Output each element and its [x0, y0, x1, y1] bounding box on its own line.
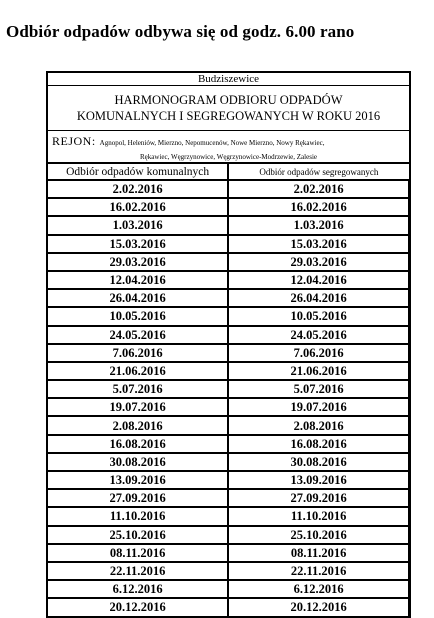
- municipal-pickup-date: 10.05.2016: [48, 307, 228, 325]
- municipal-pickup-date: 30.08.2016: [48, 453, 228, 471]
- segregated-pickup-date: 15.03.2016: [228, 235, 408, 253]
- table-row: [48, 453, 409, 471]
- table-row: [48, 235, 409, 253]
- segregated-pickup-date: 08.11.2016: [228, 544, 408, 562]
- municipal-pickup-date: 7.06.2016: [48, 344, 228, 362]
- segregated-pickup-date: 6.12.2016: [228, 580, 408, 598]
- municipal-pickup-date: 26.04.2016: [48, 289, 228, 307]
- table-row: [48, 435, 409, 453]
- municipal-pickup-date: 22.11.2016: [48, 562, 228, 580]
- municipal-pickup-date: 2.02.2016: [48, 180, 228, 198]
- place-name: Budziszewice: [48, 73, 409, 86]
- schedule-title-line2: KOMUNALNYCH I SEGREGOWANYCH W ROKU 2016: [76, 109, 381, 123]
- segregated-pickup-date: 16.08.2016: [228, 435, 408, 453]
- segregated-pickup-date: 7.06.2016: [228, 344, 408, 362]
- segregated-pickup-date: 20.12.2016: [228, 598, 408, 615]
- segregated-pickup-date: 10.05.2016: [228, 307, 408, 325]
- municipal-pickup-date: 21.06.2016: [48, 362, 228, 380]
- municipal-pickup-date: 24.05.2016: [48, 326, 228, 344]
- region-localities-2: Rękawiec, Węgrzynowice, Węgrzynowice-Modrzewie, Zalesie: [140, 153, 317, 161]
- column-header-segregated: Odbiór odpadów segregowanych: [228, 164, 408, 180]
- municipal-pickup-date: 19.07.2016: [48, 398, 228, 416]
- table-row: [48, 271, 409, 289]
- segregated-pickup-date: 1.03.2016: [228, 216, 408, 234]
- table-body: [48, 180, 409, 616]
- table-row: [48, 198, 409, 216]
- segregated-pickup-date: 26.04.2016: [228, 289, 408, 307]
- table-row: [48, 489, 409, 507]
- municipal-pickup-date: 11.10.2016: [48, 507, 228, 525]
- municipal-pickup-date: 27.09.2016: [48, 489, 228, 507]
- region-label: REJON:: [52, 134, 96, 148]
- table-row: [48, 307, 409, 325]
- table-row: [48, 362, 409, 380]
- segregated-pickup-date: 2.02.2016: [228, 180, 408, 198]
- table-row: [48, 416, 409, 434]
- segregated-pickup-date: 13.09.2016: [228, 471, 408, 489]
- municipal-pickup-date: 5.07.2016: [48, 380, 228, 398]
- segregated-pickup-date: 5.07.2016: [228, 380, 408, 398]
- table-row: [48, 544, 409, 562]
- segregated-pickup-date: 21.06.2016: [228, 362, 408, 380]
- segregated-pickup-date: 25.10.2016: [228, 526, 408, 544]
- page-heading: Odbiór odpadów odbywa się od godz. 6.00 rano: [6, 22, 355, 41]
- table-row: [48, 598, 409, 615]
- table-row: [48, 398, 409, 416]
- municipal-pickup-date: 25.10.2016: [48, 526, 228, 544]
- table-row: [48, 253, 409, 271]
- segregated-pickup-date: 30.08.2016: [228, 453, 408, 471]
- table-row: [48, 344, 409, 362]
- pickup-dates-table: [48, 164, 409, 616]
- table-row: [48, 507, 409, 525]
- schedule-title: [48, 86, 409, 131]
- segregated-pickup-date: 16.02.2016: [228, 198, 408, 216]
- segregated-pickup-date: 27.09.2016: [228, 489, 408, 507]
- table-header-row: [48, 164, 409, 180]
- schedule-title-line1: HARMONOGRAM ODBIORU ODPADÓW: [114, 93, 343, 107]
- table-row: [48, 526, 409, 544]
- municipal-pickup-date: 16.08.2016: [48, 435, 228, 453]
- table-row: [48, 289, 409, 307]
- segregated-pickup-date: 2.08.2016: [228, 416, 408, 434]
- municipal-pickup-date: 2.08.2016: [48, 416, 228, 434]
- municipal-pickup-date: 16.02.2016: [48, 198, 228, 216]
- table-row: [48, 580, 409, 598]
- municipal-pickup-date: 12.04.2016: [48, 271, 228, 289]
- segregated-pickup-date: 22.11.2016: [228, 562, 408, 580]
- region-localities-1: Agnopol, Heleniów, Mierzno, Nepomucenów, Nowe Mierzno, Nowy Rękawiec,: [99, 139, 325, 147]
- table-row: [48, 562, 409, 580]
- segregated-pickup-date: 12.04.2016: [228, 271, 408, 289]
- schedule-sheet: [46, 71, 411, 618]
- segregated-pickup-date: 29.03.2016: [228, 253, 408, 271]
- table-row: [48, 180, 409, 198]
- municipal-pickup-date: 29.03.2016: [48, 253, 228, 271]
- table-row: [48, 216, 409, 234]
- municipal-pickup-date: 13.09.2016: [48, 471, 228, 489]
- municipal-pickup-date: 1.03.2016: [48, 216, 228, 234]
- region-line-1: [52, 133, 405, 151]
- segregated-pickup-date: 11.10.2016: [228, 507, 408, 525]
- municipal-pickup-date: 15.03.2016: [48, 235, 228, 253]
- municipal-pickup-date: 6.12.2016: [48, 580, 228, 598]
- table-row: [48, 380, 409, 398]
- municipal-pickup-date: 20.12.2016: [48, 598, 228, 615]
- segregated-pickup-date: 24.05.2016: [228, 326, 408, 344]
- column-header-municipal: Odbiór odpadów komunalnych: [48, 164, 228, 180]
- segregated-pickup-date: 19.07.2016: [228, 398, 408, 416]
- municipal-pickup-date: 08.11.2016: [48, 544, 228, 562]
- region-info: [48, 131, 409, 164]
- table-row: [48, 471, 409, 489]
- table-row: [48, 326, 409, 344]
